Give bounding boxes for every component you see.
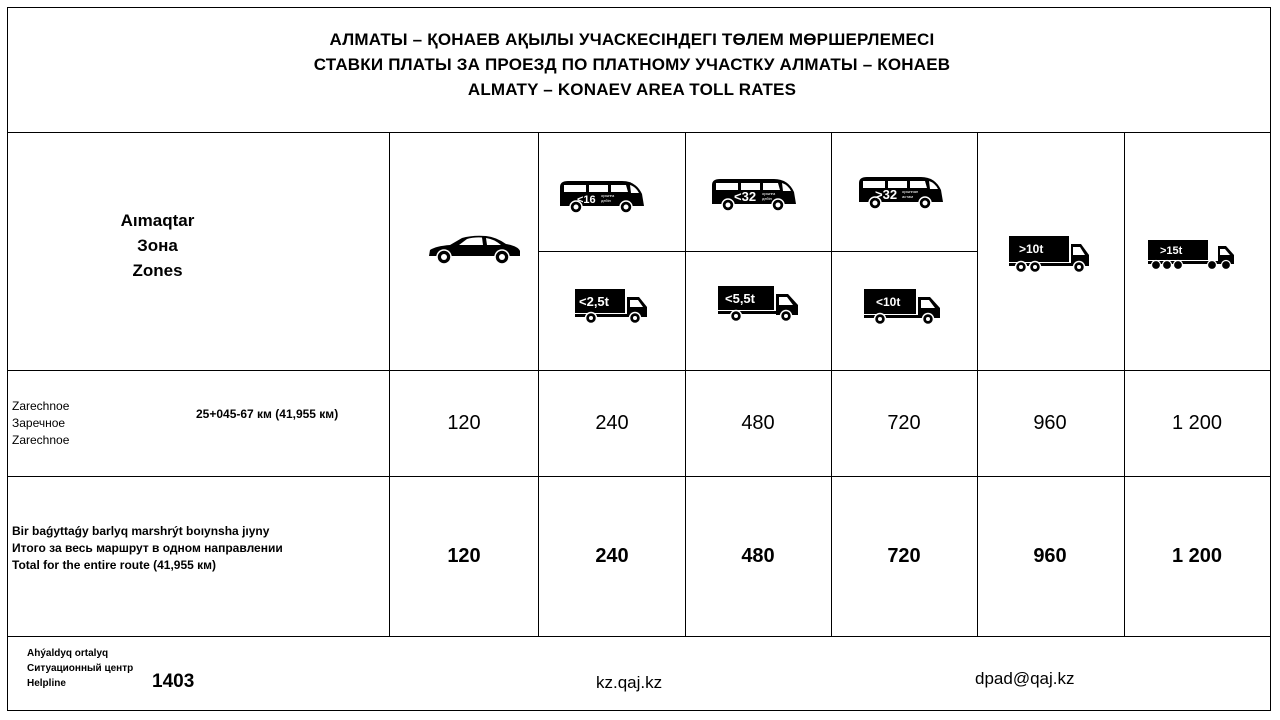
total-label-kz: Bir baǵyttaǵy barlyq marshrýt boıynsha jıyny [12, 524, 270, 538]
truck55-label: <5,5t [725, 291, 755, 306]
total-class6: 1 200 [1171, 545, 1223, 567]
zone-name-ru: Заречное [12, 416, 66, 430]
divider [7, 476, 1271, 477]
website-link[interactable]: kz.qaj.kz [596, 673, 663, 692]
truck-icon [1007, 234, 1091, 276]
truck25-label: <2,5t [579, 294, 609, 309]
total-class5: 960 [1033, 545, 1067, 567]
page-title [0, 27, 1264, 102]
bus16-sub1: орынға [601, 193, 615, 198]
divider [7, 636, 1271, 637]
zone-name-latin: Zarechnoe [12, 399, 70, 413]
helpline-label-kz: Ahýaldyq ortalyq [27, 648, 109, 659]
zone-row-label [12, 398, 69, 449]
truck-trailer-icon [1146, 238, 1238, 274]
rate-class4: 720 [887, 412, 921, 434]
zone-name-en: Zarechnoe [12, 433, 70, 447]
car-icon [426, 234, 522, 266]
bus16-sub2: дейін [601, 198, 611, 203]
rate-class5: 960 [1033, 412, 1067, 434]
toll-table-frame [7, 7, 1271, 711]
rate-class3: 480 [741, 412, 775, 434]
helpline-label-en: Helpline [27, 678, 66, 689]
total-class3: 480 [741, 545, 775, 567]
total-class4: 720 [887, 545, 921, 567]
bus32-label: <32 [734, 189, 757, 204]
truck10plus-label: >10t [1019, 242, 1044, 256]
bus32plus-sub1: орыннан [902, 189, 919, 194]
bus-icon [857, 175, 945, 211]
total-car: 120 [447, 545, 481, 567]
zones-label-ru: Зона [137, 236, 178, 255]
email-link[interactable]: dpad@qaj.kz [975, 669, 1075, 688]
zones-label-kz: Aımaqtar [120, 211, 195, 230]
total-class2: 240 [595, 545, 629, 567]
truck-icon [716, 284, 800, 324]
truck-icon [862, 287, 942, 327]
truck15plus-label: >15t [1160, 245, 1183, 257]
rate-class2: 240 [595, 412, 629, 434]
helpline-label [27, 646, 133, 691]
divider [7, 370, 1271, 371]
divider [7, 132, 1271, 133]
divider [538, 251, 978, 252]
title-line-kz: АЛМАТЫ – ҚОНАЕВ АҚЫЛЫ УЧАСКЕСІНДЕГІ ТӨЛЕМ МӨРШЕРЛЕМЕСІ [329, 30, 935, 49]
bus-icon [710, 177, 798, 213]
rate-class6: 1 200 [1171, 412, 1223, 434]
bus32plus-sub2: астам [902, 194, 913, 199]
bus32-sub1: орынға [762, 191, 776, 196]
total-label-en: Total for the entire route (41,955 км) [12, 558, 217, 572]
divider [389, 132, 390, 636]
bus16-label: <16 [577, 194, 596, 206]
truck10-label: <10t [876, 295, 901, 309]
total-row-label [12, 523, 283, 574]
helpline-label-ru: Ситуационный центр [27, 663, 134, 674]
bus32plus-label: >32 [875, 187, 898, 202]
total-label-ru: Итого за весь маршрут в одном направлении [12, 541, 283, 555]
title-line-en: ALMATY – KONAEV AREA TOLL RATES [467, 80, 797, 99]
bus32-sub2: дейін [762, 196, 772, 201]
zone-km-range: 25+045-67 км (41,955 км) [196, 407, 339, 421]
zones-header [80, 208, 235, 283]
bus-icon [558, 179, 646, 215]
title-line-ru: СТАВКИ ПЛАТЫ ЗА ПРОЕЗД ПО ПЛАТНОМУ УЧАСТКУ АЛМАТЫ – КОНАЕВ [313, 55, 951, 74]
zones-label-en: Zones [132, 261, 183, 280]
truck-icon [573, 287, 649, 325]
rate-car: 120 [447, 412, 481, 434]
helpline-number: 1403 [152, 671, 195, 692]
